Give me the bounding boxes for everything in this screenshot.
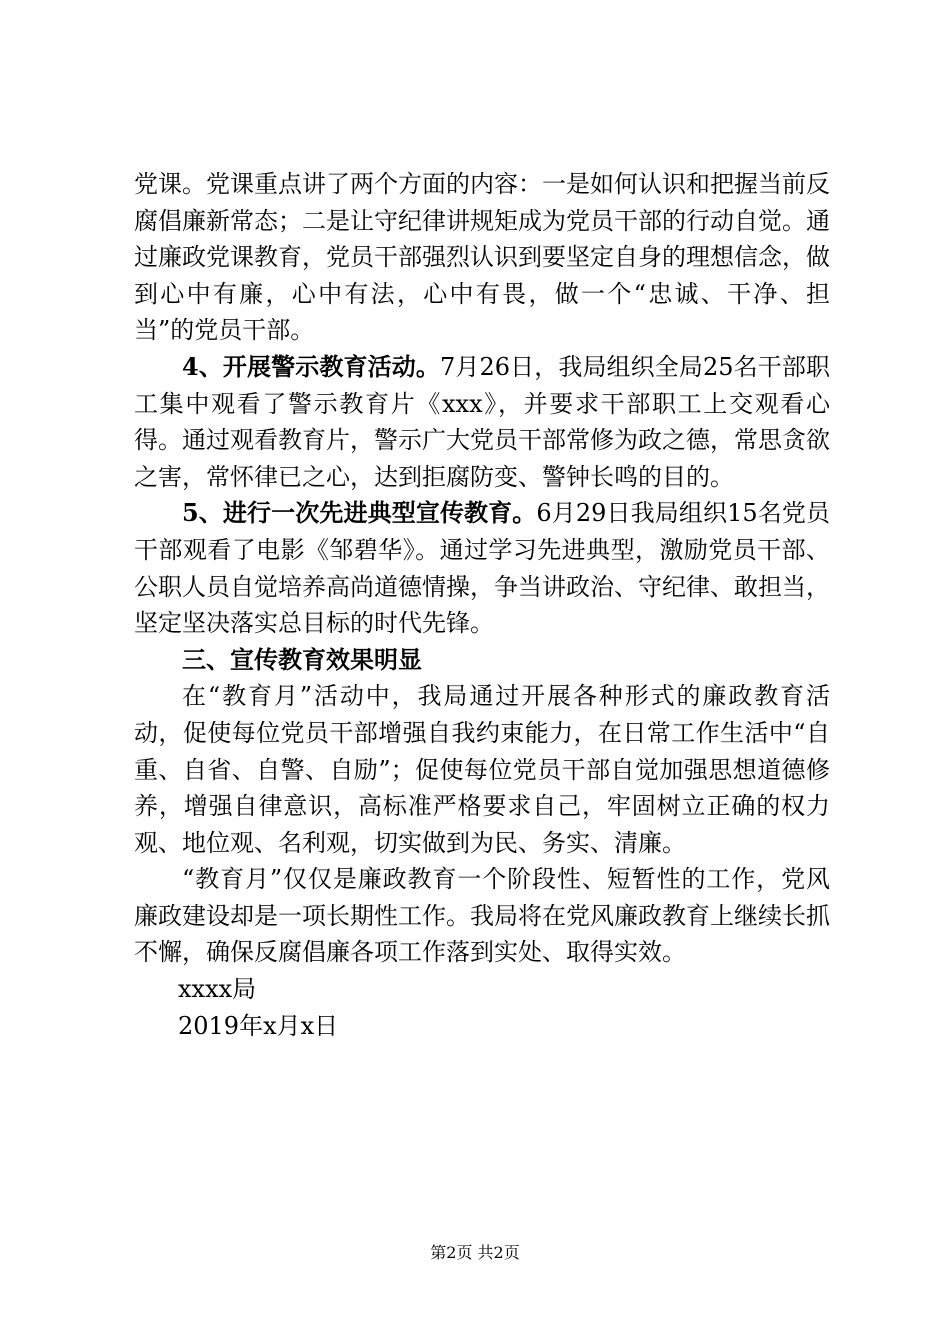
page-footer: 第2页 共2页 [430, 1243, 520, 1262]
paragraph-model-education [134, 495, 830, 641]
document-body [134, 166, 830, 1044]
section-heading-3: 三、宣传教育效果明显 [182, 644, 422, 674]
paragraph-warning-education [134, 349, 830, 495]
paragraph-text: 6月29日我局组织15名党员干部观看了电影《邹碧华》。通过学习先进典型，激励党员干部、公职人员自觉培养高尚道德情操，争当讲政治、守纪律、敢担当，坚定坚决落实总目标的时代先锋。 [134, 499, 830, 638]
paragraph-closing: “教育月”仅仅是廉政教育一个阶段性、短暂性的工作，党风廉政建设却是一项长期性工作。我局将在党风廉政教育上继续长抓不懈，确保反腐倡廉各项工作落到实处、取得实效。 [134, 865, 830, 967]
paragraph-party-lecture [134, 166, 830, 349]
signature-org: xxxx局 [178, 975, 257, 1004]
paragraph-text: 党课。党课重点讲了两个方面的内容：一是如何认识和把握当前反腐倡廉新常态；二是让守纪律讲规矩成为党员干部的行动自觉。通过廉政党课教育，党员干部强烈认识到要坚定自身的理想信念，做到心中有廉，心中有法，心中有畏，做一个“忠诚、干净、担当”的党员干部。 [134, 170, 830, 345]
paragraph-lead: 5、进行一次先进典型宣传教育。 [182, 498, 537, 528]
paragraph-lead: 4、开展警示教育活动。 [182, 351, 440, 381]
signature-date: 2019年x月x日 [178, 1011, 339, 1040]
paragraph-effect: 在“教育月”活动中，我局通过开展各种形式的廉政教育活动，促使每位党员干部增强自我约束能力，在日常工作生活中“自重、自省、自警、自励”；促使每位党员干部自觉加强思想道德修养，增强自律意识，高标准严格要求自己，牢固树立正确的权力观、地位观、名利观，切实做到为民、务实、清廉。 [134, 682, 830, 857]
paragraph-text: 7月26日，我局组织全局25名干部职工集中观看了警示教育片《xxx》，并要求干部职工上交观看心得。通过观看教育片，警示广大党员干部常修为政之德，常思贪欲之害，常怀律已之心，达到拒腐防变、警钟长鸣的目的。 [134, 352, 830, 491]
